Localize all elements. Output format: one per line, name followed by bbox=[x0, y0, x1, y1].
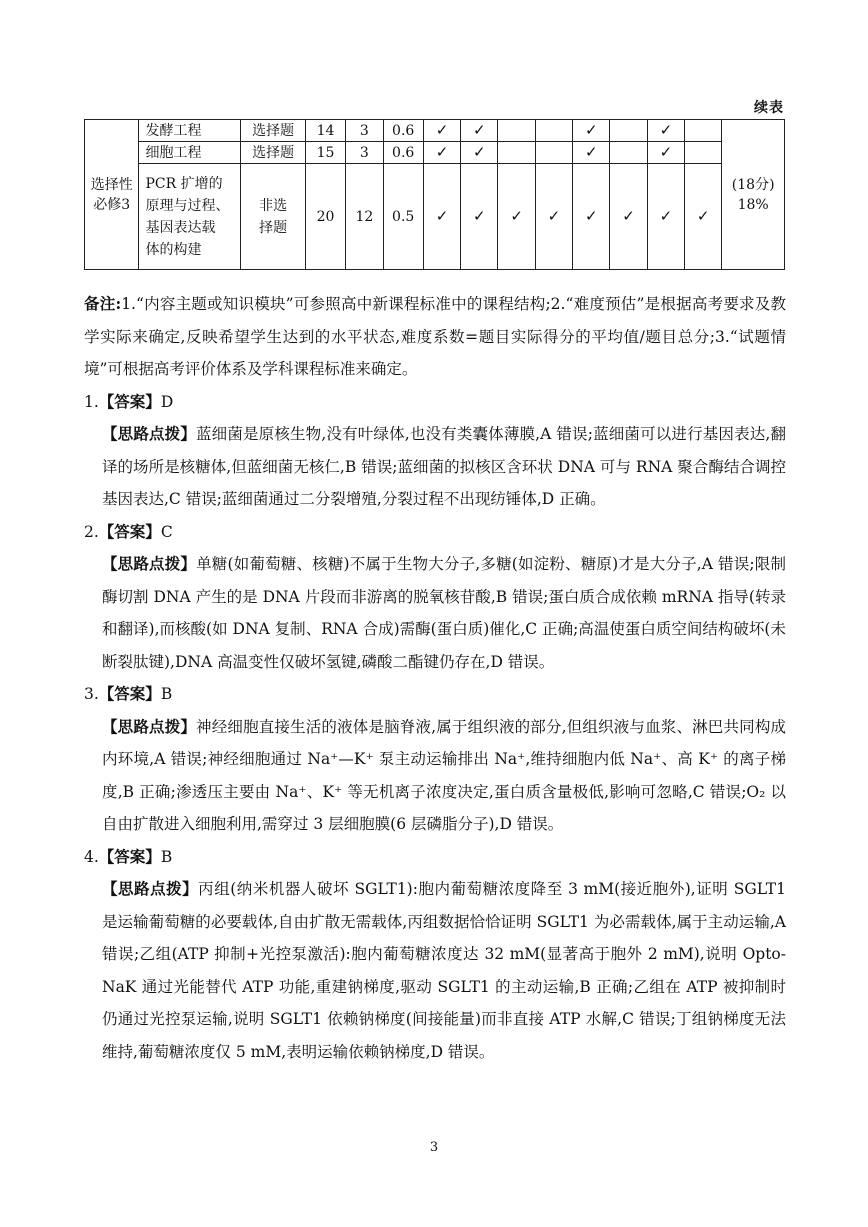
question-type-cell bbox=[241, 120, 306, 142]
cell-line: 必修3 bbox=[93, 196, 131, 213]
cell-line: 择题 bbox=[259, 219, 288, 236]
note-label: 备注: bbox=[84, 294, 122, 313]
answer-heading bbox=[84, 841, 786, 874]
difficulty-cell: 0.6 bbox=[383, 142, 423, 164]
answer-value: B bbox=[160, 685, 173, 703]
cell-line: 非选 bbox=[259, 197, 288, 214]
check-cell bbox=[498, 164, 535, 270]
question-number: 3. bbox=[84, 685, 99, 703]
check-cell bbox=[423, 164, 460, 270]
group-score-cell bbox=[722, 120, 785, 270]
check-cell bbox=[461, 142, 498, 164]
check-icon: ✓ bbox=[622, 207, 635, 225]
check-cell bbox=[685, 142, 722, 164]
check-cell bbox=[423, 142, 460, 164]
answer-heading bbox=[84, 386, 786, 419]
check-icon: ✓ bbox=[584, 143, 598, 161]
answer-item bbox=[84, 841, 786, 1069]
cell-line: 选择题 bbox=[252, 122, 295, 139]
check-cell bbox=[498, 142, 535, 164]
answer-heading bbox=[84, 678, 786, 711]
check-icon: ✓ bbox=[584, 121, 598, 139]
check-icon: ✓ bbox=[696, 207, 710, 225]
question-type-cell bbox=[241, 142, 306, 164]
topic-cell bbox=[139, 164, 241, 270]
check-cell bbox=[461, 120, 498, 142]
check-icon: ✓ bbox=[510, 207, 523, 225]
cell-line: 18% bbox=[737, 196, 769, 213]
continued-table-label: 续表 bbox=[754, 100, 784, 116]
answer-label: 【答案】 bbox=[98, 391, 161, 411]
check-cell bbox=[647, 164, 684, 270]
hint-label: 【思路点拨】 bbox=[102, 554, 197, 573]
question-number: 2. bbox=[84, 522, 99, 541]
cell-line: 体的构建 bbox=[145, 241, 202, 258]
notes-and-answers bbox=[84, 288, 786, 1068]
check-cell bbox=[573, 142, 610, 164]
answer-item bbox=[84, 678, 786, 841]
hint-paragraph bbox=[84, 418, 786, 516]
check-cell bbox=[610, 142, 647, 164]
hint-text: 单糖(如葡萄糖、核糖)不属于生物大分子,多糖(如淀粉、糖原)才是大分子,A 错误;限制酶切割 DNA 产生的是 DNA 片段而非游离的脱氧核苷酸,B 错误;蛋白质合成依赖 mRNA 指导(转录和翻译),而核酸(如 DNA 复制、RNA 合成)需酶(蛋白质)催化,C 正确;高温使蛋白质空间结构破坏(未断裂肽键),DNA 高温变性仅破坏氢键,磷酸二酯键仍存在,D 错误。 bbox=[102, 555, 786, 671]
cell-line: 基因表达载 bbox=[145, 219, 216, 236]
points-cell: 12 bbox=[346, 164, 383, 270]
check-cell bbox=[573, 120, 610, 142]
hint-paragraph bbox=[84, 711, 786, 841]
answers-list bbox=[84, 386, 786, 1069]
table-row bbox=[85, 120, 785, 142]
check-cell bbox=[535, 164, 572, 270]
check-cell bbox=[423, 120, 460, 142]
check-cell bbox=[685, 120, 722, 142]
hint-paragraph bbox=[84, 548, 786, 678]
table-row bbox=[85, 164, 785, 270]
answer-value: D bbox=[160, 392, 174, 411]
topic-cell bbox=[139, 120, 241, 142]
number-cell: 15 bbox=[305, 142, 345, 164]
cell-line: (18分) bbox=[731, 176, 775, 193]
difficulty-cell: 0.5 bbox=[383, 164, 423, 270]
answer-value: C bbox=[160, 522, 173, 541]
number-cell: 14 bbox=[305, 120, 345, 142]
check-cell bbox=[610, 120, 647, 142]
cell-line: 原理与过程、 bbox=[145, 197, 230, 214]
check-icon: ✓ bbox=[473, 143, 486, 161]
hint-paragraph bbox=[84, 873, 786, 1068]
check-cell bbox=[610, 164, 647, 270]
check-icon: ✓ bbox=[659, 143, 673, 161]
group-label-cell bbox=[85, 120, 139, 270]
check-icon: ✓ bbox=[584, 207, 598, 225]
check-icon: ✓ bbox=[473, 207, 486, 225]
continued-table bbox=[84, 119, 785, 270]
check-icon: ✓ bbox=[473, 121, 486, 139]
check-cell bbox=[461, 164, 498, 270]
cell-line: PCR 扩增的 bbox=[145, 175, 223, 192]
number-cell: 20 bbox=[305, 164, 345, 270]
check-cell bbox=[647, 142, 684, 164]
hint-label: 【思路点拨】 bbox=[102, 424, 196, 443]
table-note bbox=[84, 288, 786, 386]
cell-line: 选择题 bbox=[252, 144, 295, 161]
page-number: 3 bbox=[429, 1140, 439, 1155]
hint-text: 神经细胞直接生活的液体是脑脊液,属于组织液的部分,但组织液与血浆、淋巴共同构成内环境,A 错误;神经细胞通过 Na⁺—K⁺ 泵主动运输排出 Na⁺,维持细胞内低 Na⁺、高 K⁺ 的离子梯度,B 正确;渗透压主要由 Na⁺、K⁺ 等无机离子浓度决定,蛋白质含量极低,影响可忽略,C 错误;O₂ 以自由扩散进入细胞利用,需穿过 3 层细胞膜(6 层磷脂分子),D 错误。 bbox=[102, 717, 786, 833]
cell-line: 选择性 bbox=[90, 176, 133, 193]
hint-text: 蓝细菌是原核生物,没有叶绿体,也没有类囊体薄膜,A 错误;蓝细菌可以进行基因表达,翻译的场所是核糖体,但蓝细菌无核仁,B 错误;蓝细菌的拟核区含环状 DNA 可与 RNA 聚合酶结合调控基因表达,C 错误;蓝细菌通过二分裂增殖,分裂过程不出现纺锤体,D 正确。 bbox=[102, 425, 786, 508]
check-cell bbox=[498, 120, 535, 142]
check-icon: ✓ bbox=[659, 207, 673, 225]
check-cell bbox=[685, 164, 722, 270]
cell-line: 发酵工程 bbox=[145, 122, 202, 139]
topic-cell bbox=[139, 142, 241, 164]
points-cell: 3 bbox=[346, 142, 383, 164]
check-icon: ✓ bbox=[435, 121, 449, 139]
answer-heading bbox=[84, 516, 786, 549]
check-icon: ✓ bbox=[547, 207, 561, 225]
check-icon: ✓ bbox=[435, 143, 449, 161]
cell-line: 细胞工程 bbox=[145, 144, 202, 161]
check-icon: ✓ bbox=[435, 207, 449, 225]
answer-label: 【答案】 bbox=[98, 684, 161, 703]
hint-label: 【思路点拨】 bbox=[102, 879, 199, 898]
points-cell: 3 bbox=[346, 120, 383, 142]
hint-text: 丙组(纳米机器人破坏 SGLT1):胞内葡萄糖浓度降至 3 mM(接近胞外),证明 SGLT1 是运输葡萄糖的必要载体,自由扩散无需载体,丙组数据恰恰证明 SGLT1 为必需载体,属于主动运输,A 错误;乙组(ATP 抑制+光控泵激活):胞内葡萄糖浓度达 32 mM(显著高于胞外 2 mM),说明 Opto-NaK 通过光能替代 ATP 功能,重建钠梯度,驱动 SGLT1 的主动运输,B 正确;乙组在 ATP 被抑制时仍通过光控泵运输,说明 SGLT1 依赖钠梯度(间接能量)而非直接 ATP 水解,C 错误;丁组钠梯度无法维持,葡萄糖浓度仅 5 mM,表明运输依赖钠梯度,D 错误。 bbox=[102, 880, 786, 1061]
answer-item bbox=[84, 516, 786, 679]
check-icon: ✓ bbox=[659, 121, 673, 139]
answer-label: 【答案】 bbox=[98, 846, 161, 866]
answer-item bbox=[84, 386, 786, 516]
check-cell bbox=[535, 120, 572, 142]
question-type-cell bbox=[241, 164, 306, 270]
question-number: 4. bbox=[84, 847, 99, 866]
check-cell bbox=[573, 164, 610, 270]
answer-value: B bbox=[160, 847, 173, 866]
answer-label: 【答案】 bbox=[98, 521, 161, 541]
question-number: 1. bbox=[84, 392, 99, 411]
hint-label: 【思路点拨】 bbox=[102, 716, 197, 736]
check-cell bbox=[535, 142, 572, 164]
check-cell bbox=[647, 120, 684, 142]
difficulty-cell: 0.6 bbox=[383, 120, 423, 142]
table-row bbox=[85, 142, 785, 164]
note-text: 1.“内容主题或知识模块”可参照高中新课程标准中的课程结构;2.“难度预估”是根据高考要求及教学实际来确定,反映希望学生达到的水平状态,难度系数=题目实际得分的平均值/题目总分;3.“试题情境”可根据高考评价体系及学科课程标准来确定。 bbox=[84, 295, 786, 378]
